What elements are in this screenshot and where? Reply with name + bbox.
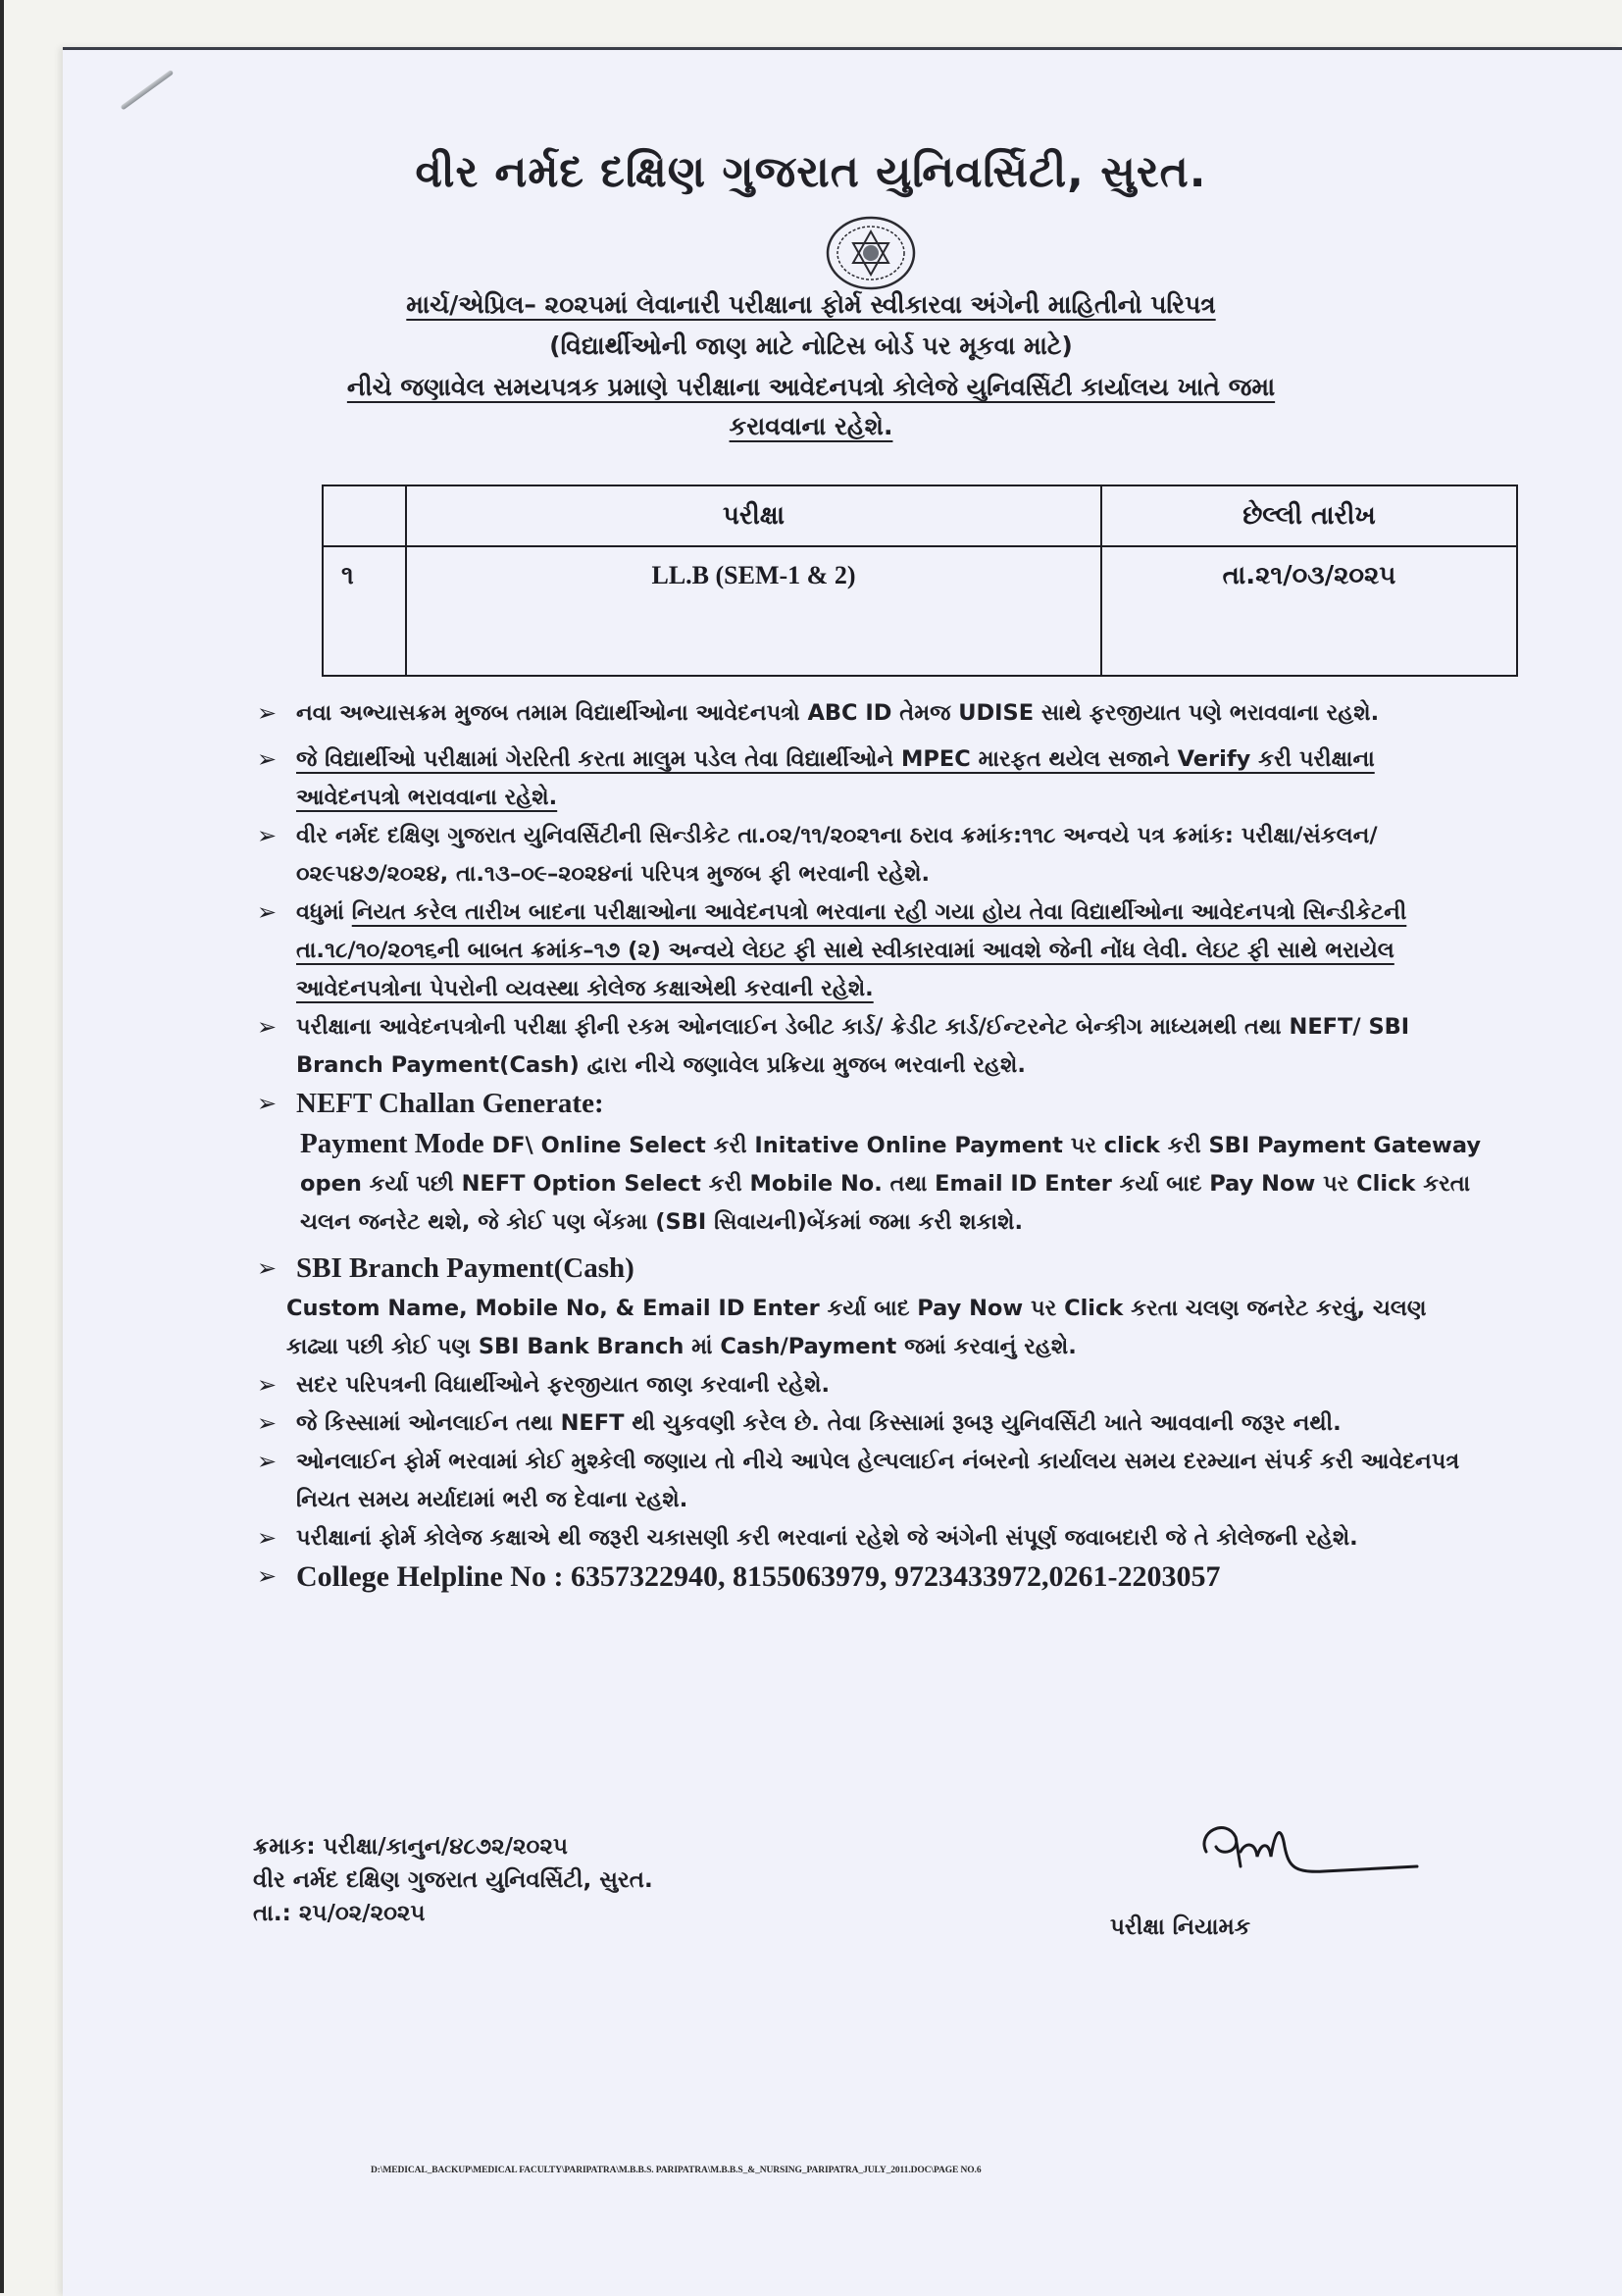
- cell-sr: ૧: [323, 546, 406, 676]
- bullet-helpline-contact: ➢ ઓનલાઈન ફોર્મ ભરવામાં કોઈ મુશ્કેલી જણાય તો નીચે આપેલ હેલ્પલાઈન નંબરનો કાર્યાલય સમય દરમ્યાન સંપર્ક કરી આવેદનપત્ર નિયત સમય મર્યાદામાં ભરી જ દેવાના રહશે.: [257, 1443, 1483, 1519]
- bullet-syndicate-fee: ➢ વીર નર્મદ દક્ષિણ ગુજરાત યુનિવર્સિટીની સિન્ડીકેટ તા.૦૨/૧૧/૨૦૨૧ના ઠરાવ ક્રમાંક:૧૧૮ અન્વયે પત્ર ક્રમાંક: પરીક્ષા/સંકલન/૦૨૯૫૪૭/૨૦૨૪, તા.૧૩–૦૯–૨૦૨૪નાં પરિપત્ર મુજબ ફી ભરવાની રહેશે.: [257, 817, 1483, 893]
- helpline-numbers: College Helpline No : 6357322940, 8155063979, 9723433972,0261-2203057: [296, 1560, 1221, 1593]
- notice-board-note: (વિદ્યાર્થીઓની જાણ માટે નોટિસ બોર્ડ પર મૂકવા માટે): [549, 332, 1073, 360]
- bullet-late-fee-prefix: વધુમાં: [296, 899, 352, 925]
- table-header-row: [323, 485, 1517, 546]
- signature-icon: [1187, 1812, 1422, 1881]
- bullet-college-responsibility: ➢ પરીક્ષાનાં ફોર્મ કોલેજ કક્ષાએ થી જરૂરી ચકાસણી કરી ભરવાનાં રહેશે જે અંગેની સંપૂર્ણ જવાબદારી જે તે કોલેજની રહેશે.: [257, 1519, 1483, 1557]
- neft-heading: NEFT Challan Generate:: [296, 1088, 604, 1119]
- exam-schedule-table: [322, 485, 1518, 677]
- neft-payment-mode: Payment Mode: [300, 1128, 484, 1159]
- bullet-helpline: [257, 1557, 1483, 1599]
- circular-heading: [0, 290, 1622, 320]
- neft-instructions: [257, 1125, 1483, 1242]
- sbi-heading: SBI Branch Payment(Cash): [296, 1252, 634, 1284]
- bullet-no-visit: ➢ જે કિસ્સામાં ઓનલાઈન તથા NEFT થી ચુકવણી કરેલ છે. તેવા કિસ્સામાં રૂબરૂ યુનિવર્સિટી ખાતે આવવાની જરૂર નથી.: [257, 1404, 1483, 1443]
- bullet-sbi-heading: [257, 1250, 1483, 1290]
- reference-number: ક્રમાક: પરીક્ષા/કાનુન/૪૮૭૨/૨૦૨૫: [253, 1834, 568, 1860]
- footer-file-path: D:\MEDICAL_BACKUP\MEDICAL FACULTY\PARIPATRA\M.B.B.S. PARIPATRA\M.B.B.S_&_NURSING_PARIPATRA_JULY_2011.DOC\PAGE NO.6: [371, 2166, 982, 2175]
- cell-exam: LL.B (SEM-1 & 2): [406, 546, 1101, 676]
- header-exam: પરીક્ષા: [406, 485, 1101, 546]
- bullet-neft-heading: [257, 1085, 1483, 1125]
- neft-body: DF\ Online Select કરી Initative Online Payment પર click કરી SBI Payment Gateway open કર્યા પછી NEFT Option Select કરી Mobile No. તથા Email ID Enter કર્યા બાદ Pay Now પર Click કરતા ચલન જનરેટ થશે, જે કોઈ પણ બેંકમા (SBI સિવાયની)બેંકમાં જમા કરી શકાશે.: [300, 1133, 1481, 1235]
- reference-date: તા.: ૨૫/૦૨/૨૦૨૫: [253, 1901, 426, 1926]
- instruction-line: [0, 373, 1622, 402]
- header-last-date: છેલ્લી તારીખ: [1101, 485, 1517, 546]
- cell-last-date: તા.૨૧/૦૩/૨૦૨૫: [1101, 546, 1517, 676]
- bullet-late-fee: [257, 893, 1483, 1008]
- circular-heading-text: માર્ચ/એપ્રિલ– ૨૦૨૫માં લેવાનારી પરીક્ષાના ફોર્મ સ્વીકારવા અંગેની માહિતીનો પરિપત્ર: [406, 290, 1216, 319]
- bullet-inform-students: ➢ સદર પરિપત્રની વિધાર્થીઓને ફરજીયાત જાણ કરવાની રહેશે.: [257, 1366, 1483, 1404]
- instruction-line-1: નીચે જણાવેલ સમયપત્રક પ્રમાણે પરીક્ષાના આવેદનપત્રો કોલેજે યુનિવર્સિટી કાર્યાલય ખાતે જમા: [346, 373, 1276, 401]
- bullet-late-fee-text: નિયત કરેલ તારીખ બાદના પરીક્ષાઓના આવેદનપત્રો ભરવાના રહી ગયા હોય તેવા વિદ્યાર્થીઓના આવેદનપત્રો સિન્ડીકેટની તા.૧૮/૧૦/૨૦૧૬ની બાબત ક્રમાંક–૧૭ (૨) અન્વયે લેઇટ ફી સાથે સ્વીકારવામાં આવશે જેની નોંધ લેવી. લેઇટ ફી સાથે ભરાયેલ આવેદનપત્રોના પેપરોની વ્યવસ્થા કોલેજ કક્ષાએથી કરવાની રહેશે.: [296, 899, 1407, 1001]
- bullet-payment-methods: ➢ પરીક્ષાના આવેદનપત્રોની પરીક્ષા ફીની રકમ ઓનલાઈન ડેબીટ કાર્ડ/ ક્રેડીટ કાર્ડ/ઈન્ટરનેટ બેન્કીગ માધ્યમથી તથા NEFT/ SBI Branch Payment(Cash) દ્વારા નીચે જણાવેલ પ્રક્રિયા મુજબ ભરવાની રહશે.: [257, 1008, 1483, 1085]
- instruction-line-2: કરાવવાના રહેશે.: [729, 412, 893, 440]
- sbi-instructions: Custom Name, Mobile No, & Email ID Enter કર્યા બાદ Pay Now પર Click કરતા ચલણ જનરેટ કરવું, ચલણ કાઢ્યા પછી કોઈ પણ SBI Bank Branch માં Cash/Payment જમાં કરવાનું રહશે.: [286, 1296, 1427, 1359]
- bullet-mpec-text: જે વિદ્યાર્થીઓ પરીક્ષામાં ગેરરિતી કરતા માલુમ પડેલ તેવા વિદ્યાર્થીઓને MPEC મારફત થયેલ સજાને Verify કરી પરીક્ષાના આવેદનપત્રો ભરાવવાના રહેશે.: [296, 746, 1375, 810]
- reference-issuer: વીર નર્મદ દક્ષિણ ગુજરાત યુનિવર્સિટી, સુરત.: [253, 1867, 653, 1893]
- table-row: [323, 546, 1517, 676]
- instruction-line-cont: [0, 412, 1622, 441]
- signatory-title: પરીક્ષા નિયામક: [1110, 1914, 1251, 1940]
- header-sr: [323, 485, 406, 546]
- bullet-abc-id: ➢ નવા અભ્યાસક્રમ મુજબ તમામ વિદ્યાર્થીઓના આવેદનપત્રો ABC ID તેમજ UDISE સાથે ફરજીયાત પણે ભરાવવાના રહશે.: [257, 694, 1483, 733]
- university-seal-icon: [824, 214, 918, 292]
- bullet-mpec: [257, 740, 1483, 817]
- instructions-list: [257, 694, 1483, 1599]
- reference-block: [253, 1830, 653, 1930]
- university-title: વીર નર્મદ દક્ષિણ ગુજરાત યુનિવર્સિટી, સુરત.: [415, 147, 1207, 197]
